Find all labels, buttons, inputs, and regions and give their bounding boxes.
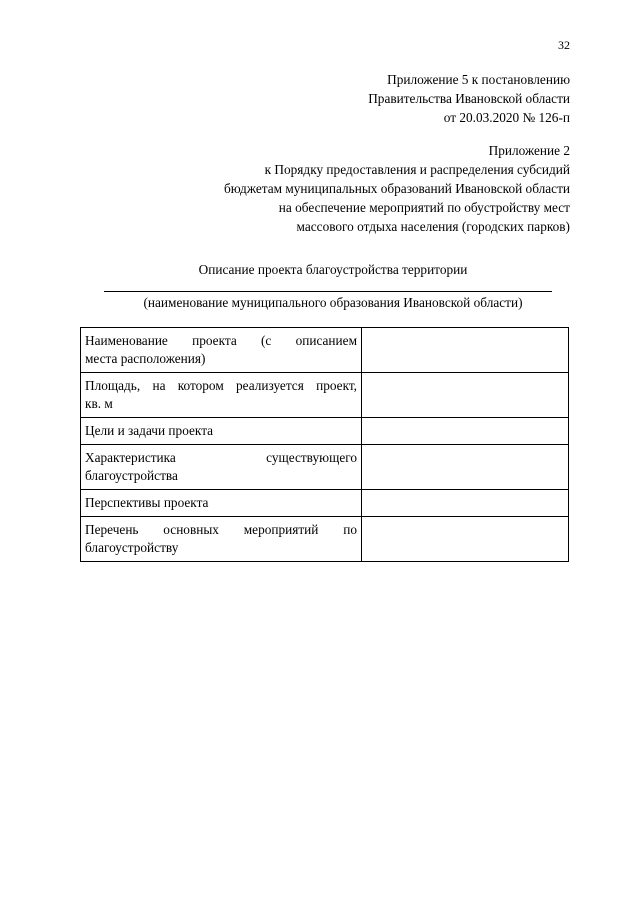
row-label-line: Цели и задачи проекта [85,423,214,438]
appendix-second-line: бюджетам муниципальных образований Ивановской области [224,181,570,196]
table-row [81,445,569,490]
table-row [81,328,569,373]
row-value-cell[interactable] [362,328,569,373]
fill-in-line [104,291,552,292]
appendix-main-line: Приложение 5 к постановлению [387,72,570,87]
row-label-line: Наименование проекта (с описанием [85,333,357,348]
row-label-cell [81,418,362,445]
row-label-cell [81,373,362,418]
appendix-second-line: к Порядку предоставления и распределения субсидий [264,162,570,177]
row-label-line: Характеристика существующего [85,450,357,465]
row-label-line: места расположения) [85,351,206,366]
row-value-cell[interactable] [362,517,569,562]
row-label-cell [81,490,362,517]
appendix-second-line: Приложение 2 [488,143,570,158]
row-label-line: Площадь, на котором реализуется проект, [85,378,357,393]
document-title: Описание проекта благоустройства территории [198,262,468,277]
row-label-line: Перспективы проекта [85,495,209,510]
row-label-line: кв. м [85,396,113,411]
table-row [81,490,569,517]
appendix-second-line: на обеспечение мероприятий по обустройству мест [278,200,570,215]
table-row [81,517,569,562]
appendix-second-line: массового отдыха населения (городских парков) [296,219,570,234]
row-label-cell [81,517,362,562]
row-value-cell[interactable] [362,445,569,490]
row-label-cell [81,328,362,373]
appendix-main-line: от 20.03.2020 № 126-п [443,110,570,125]
appendix-main-line: Правительства Ивановской области [368,91,570,106]
row-value-cell[interactable] [362,373,569,418]
row-label-cell [81,445,362,490]
row-value-cell[interactable] [362,418,569,445]
row-label-line: благоустройству [85,540,179,555]
fill-in-caption: (наименование муниципального образования Ивановской области) [143,295,523,310]
appendix-header-main [368,70,570,127]
appendix-header-second [224,141,570,236]
page-number: 32 [558,38,570,52]
row-label-line: благоустройства [85,468,178,483]
table-row [81,373,569,418]
row-value-cell[interactable] [362,490,569,517]
row-label-line: Перечень основных мероприятий по [85,522,357,537]
project-description-table [80,327,569,562]
table-row [81,418,569,445]
